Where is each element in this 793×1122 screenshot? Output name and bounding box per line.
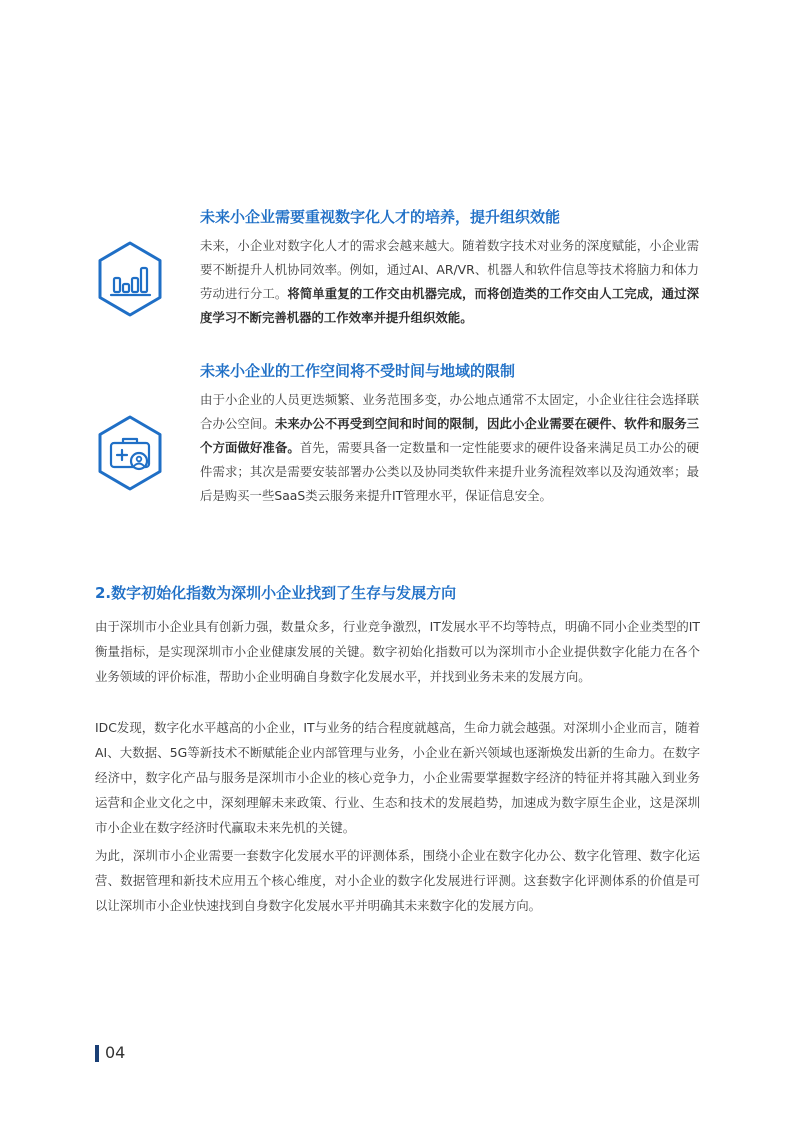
section-paragraph-2: IDC发现，数字化水平越高的小企业，IT与业务的结合程度就越高，生命力就会越强。对深圳小企业而言，随着AI、大数据、5G等新技术不断赋能企业内部管理与业务，小企业在新兴领域也逐渐焕发出新的生命力。在数字经济中，数字化产品与服务是深圳市小企业的核心竞争力，小企业需要掌握数字经济的特征并将其融入到业务运营和企业文化之中，深刻理解未来政策、行业、生态和技术的发展趋势，加速成为数字原生企业，这是深圳市小企业在数字经济时代赢取未来先机的关键。 [95,720,700,835]
bar-chart-icon [96,240,164,318]
feature-2-text-1: 由于小企业的人员更迭频繁、业务范围多变，办公地点通常不太固定，小企业往往会选择联合办公空间。 [200,392,699,431]
page-number [95,1043,125,1063]
feature-2-title: 未来小企业的工作空间将不受时间与地域的限制 [200,362,516,380]
feature-1-title: 未来小企业需要重视数字化人才的培养，提升组织效能 [200,208,561,226]
page-number-text: 04 [105,1043,126,1062]
feature-1-text: 未来，小企业对数字化人才的需求会越来越大。随着数字技术对业务的深度赋能，小企业需要不断提升人机协同效率。例如，通过AI、AR/VR、机器人和软件信息等技术将脑力和体力劳动进行分工。 [200,238,699,301]
medical-kit-user-icon [96,414,164,492]
feature-1-bold-text: 将简单重复的工作交由机器完成，而将创造类的工作交由人工完成，通过深度学习不断完善机器的工作效率并提升组织效能。 [200,286,700,325]
feature-1-body [200,234,699,330]
section-paragraph-1: 由于深圳市小企业具有创新力强，数量众多，行业竞争激烈，IT发展水平不均等特点，明确不同小企业类型的IT衡量指标，是实现深圳市小企业健康发展的关键。数字初始化指数可以为深圳市小企业提供数字化能力在各个业务领域的评价标准，帮助小企业明确自身数字化发展水平，并找到业务未来的发展方向。 [95,619,700,684]
feature-2-text-2: 首先，需要具备一定数量和一定性能要求的硬件设备来满足员工办公的硬件需求；其次是需要安装部署办公类以及协同类软件来提升业务流程效率以及沟通效率；最后是购买一些SaaS类云服务来提升IT管理水平，保证信息安全。 [200,440,700,503]
page-number-bar [95,1045,99,1062]
feature-1 [200,206,699,330]
section-paragraph-3: 为此，深圳市小企业需要一套数字化发展水平的评测体系，围绕小企业在数字化办公、数字化管理、数字化运营、数据管理和新技术应用五个核心维度，对小企业的数字化发展进行评测。这套数字化评测体系的价值是可以让深圳市小企业快速找到自身数字化发展水平并明确其未来数字化的发展方向。 [95,848,700,913]
feature-2-body [200,388,699,508]
section-title: 2.数字初始化指数为深圳小企业找到了生存与发展方向 [95,584,457,602]
feature-2 [200,360,699,508]
feature-2-bold-text: 未来办公不再受到空间和时间的限制，因此小企业需要在硬件、软件和服务三个方面做好准备。 [200,416,700,455]
